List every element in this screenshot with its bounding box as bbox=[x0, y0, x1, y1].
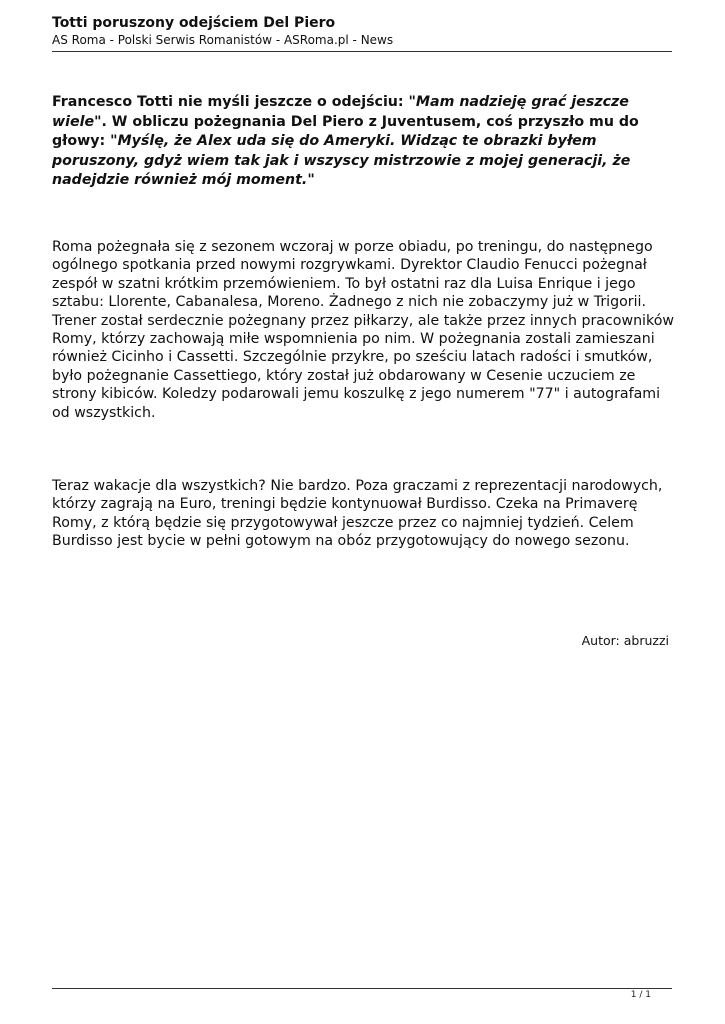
lead-text-1: Francesco Totti nie myśli jeszcze o odejściu: " bbox=[52, 94, 416, 110]
article-title: Totti poruszony odejściem Del Piero bbox=[52, 15, 336, 31]
lead-quote-1: Mam nadzieję grać jeszcze wiele bbox=[52, 94, 629, 130]
lead-text-2: ". W obliczu pożegnania Del Piero z Juventusem, coś przyszło mu do głowy: " bbox=[52, 113, 639, 149]
page-number: 1 / 1 bbox=[630, 990, 651, 1000]
body-paragraph-1: Roma pożegnała się z sezonem wczoraj w porze obiadu, po treningu, do następnego ogólnego spotkania przed nowymi rozgrywkami. Dyrektor Claudio Fenucci pożegnał zespół w szatni krótkim przemówieniem. To był ostatni raz dla Luisa Enrique i jego sztabu: Llorente, Cabanalesa, Moreno. Żadnego z nich nie zobaczymy już w Trigorii. Trener został serdecznie pożegnany przez piłkarzy, ale także przez innych pracowników Romy, którzy zachowają miłe wspomnienia po nim. W pożegnania zostali zamieszani również Cicinho i Cassetti. Szczególnie przykre, po sześciu latach radości i smutków, było pożegnanie Cassettiego, który został już obdarowany w Cesenie uczuciem ze strony kibiców. Koledzy podarowali jemu koszulkę z jego numerem "77" i autografami od wszystkich. bbox=[52, 239, 674, 421]
lead-text-3: " bbox=[307, 172, 315, 188]
lead-quote-2: Myślę, że Alex uda się do Ameryki. Widząc te obrazki byłem poruszony, gdyż wiem tak jak i wszyscy mistrzowie z mojej generacji, że nadejdzie również mój moment. bbox=[52, 133, 631, 188]
lead-paragraph bbox=[52, 93, 672, 191]
header-divider bbox=[52, 51, 672, 52]
body-paragraph-2: Teraz wakacje dla wszystkich? Nie bardzo. Poza graczami z reprezentacji narodowych, którzy zagrają na Euro, treningi będzie kontynuował Burdisso. Czeka na Primaverę Romy, z którą będzie się przygotowywał jeszcze przez co najmniej tydzień. Celem Burdisso jest bycie w pełni gotowym na obóz przygotowujący do nowego sezonu. bbox=[52, 478, 663, 550]
document-header bbox=[52, 14, 672, 48]
author-credit: Autor: abruzzi bbox=[581, 633, 669, 648]
site-subtitle: AS Roma - Polski Serwis Romanistów - ASRoma.pl - News bbox=[52, 33, 394, 47]
